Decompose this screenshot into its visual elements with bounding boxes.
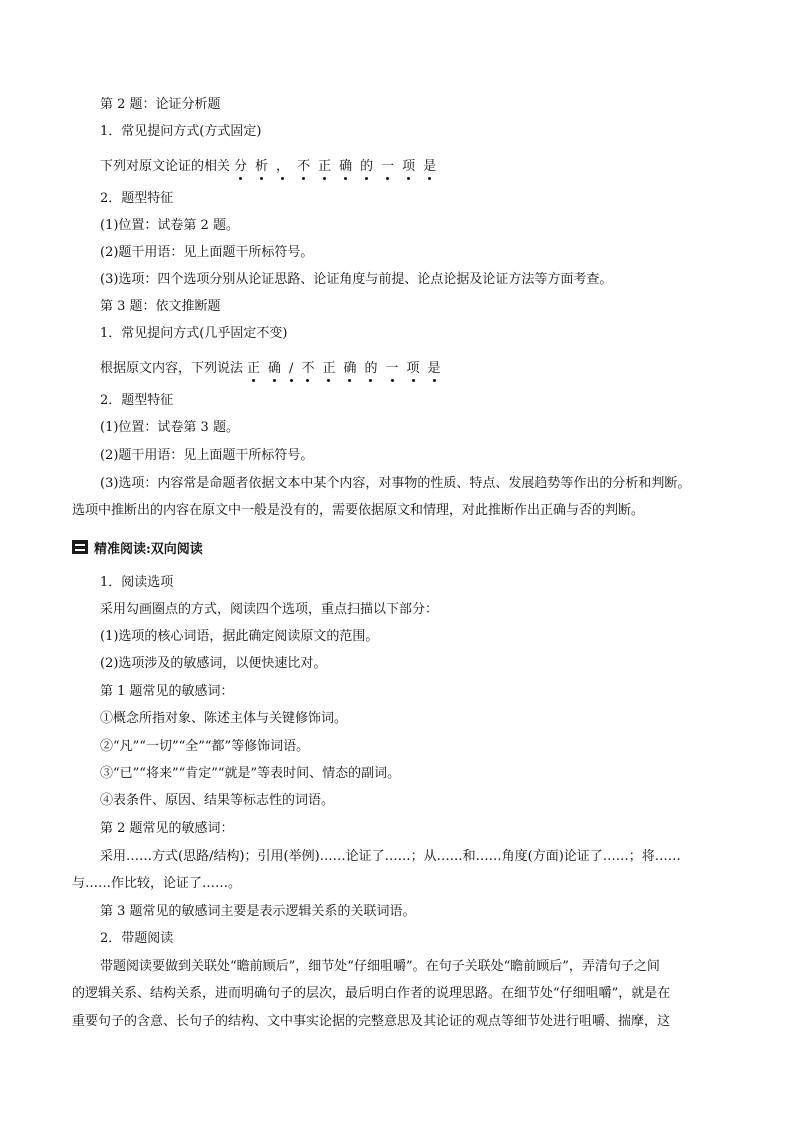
q1-sensitive-title: 第 1 题常见的敏感词： [100,684,234,699]
emphasis-char: 确 [339,360,360,378]
emphasis-char: 的 [360,360,381,378]
read-1-a: (1)选项的核心词语，据此确定阅读原文的范围。 [100,629,379,644]
q1-sensitive-4: ④表条件、原因、结果等标志性的词语。 [100,793,335,808]
read-2-paragraph-line-3: 重要句子的含意、长句子的结构、文中事实论据的完整意思及其论证的观点等细节处进行咀嚼、揣摩，这 [72,1014,671,1029]
emphasis-char: 是 [424,360,445,378]
emphasis-char: 不 [297,360,318,378]
q2-title: 第 2 题：论证分析题 [100,97,221,112]
emphasis-char: 项 [398,158,419,176]
emphasis-char: 分 [230,158,251,176]
q2-sensitive-title: 第 2 题常见的敏感词： [100,821,234,836]
q2-ask-prefix: 下列对原文论证的相关 [100,159,231,174]
emphasis-char: 正 [314,158,335,176]
emphasis-char: 正 [318,360,339,378]
emphasis-char: 正 [243,360,264,378]
emphasis-char: 是 [419,158,440,176]
q3-title: 第 3 题：依文推断题 [100,299,221,314]
q2-feature-title: 2．题型特征 [100,191,174,206]
q1-sensitive-1: ①概念所指对象、陈述主体与关键修饰词。 [100,711,348,726]
emphasis-char: 析 [251,158,272,176]
section2-heading [72,538,203,556]
q3-ask-title: 1．常见提问方式(几乎固定不变) [100,326,288,341]
q2-sensitive-1a: 采用……方式(思路/结构)；引用(举例)……论证了……；从……和……角度(方面)论证了……；将…… [100,849,681,864]
emphasis-char: / [285,360,297,378]
q3-feature-title: 2．题型特征 [100,393,174,408]
q2-sensitive-1b: 与……作比较，论证了……。 [72,876,242,891]
section-two-icon [72,540,88,554]
q3-feature-2: (2)题干用语：见上面题干所标符号。 [100,448,314,463]
q3-ask-stem [100,360,445,378]
emphasis-char: 一 [377,158,398,176]
q2-feature-2: (2)题干用语：见上面题干所标符号。 [100,245,314,260]
emphasis-char: 项 [403,360,424,378]
q3-sensitive: 第 3 题常见的敏感词主要是表示逻辑关系的关联词语。 [100,904,416,919]
read-2-paragraph-line-2: 的逻辑关系、结构关系，进而明确句子的层次，最后明白作者的说理思路。在细节处“仔细咀嚼”，就是在 [72,986,671,1001]
q3-feature-1: (1)位置：试卷第 3 题。 [100,420,239,435]
q3-feature-3a: (3)选项：内容常是命题者依据文本中某个内容，对事物的性质、特点、发展趋势等作出的分析和判断。 [100,476,691,491]
read-1-desc: 采用勾画圈点的方式，阅读四个选项，重点扫描以下部分： [100,602,439,617]
emphasis-char: 确 [264,360,285,378]
q1-sensitive-2: ②“凡”“一切”“全”“都”等修饰词语。 [100,739,310,754]
q2-ask-emphasis [230,159,440,174]
q3-feature-3b: 选项中推断出的内容在原文中一般是没有的，需要依据原文和情理，对此推断作出正确与否的判断。 [72,503,645,518]
q2-ask-stem [100,158,440,176]
q3-ask-prefix: 根据原文内容，下列说法 [100,361,244,376]
q3-ask-emphasis [243,361,445,376]
emphasis-char: 确 [335,158,356,176]
q2-feature-3: (3)选项：四个选项分别从论证思路、论证角度与前提、论点论据及论证方法等方面考查。 [100,272,613,287]
q2-ask-title: 1．常见提问方式(方式固定) [100,124,262,139]
emphasis-char: 一 [382,360,403,378]
read-2-paragraph-line-1: 带题阅读要做到关联处“瞻前顾后”，细节处“仔细咀嚼”。在句子关联处“瞻前顾后”，弄清句子之间 [100,959,660,974]
read-1-b: (2)选项涉及的敏感词，以便快速比对。 [100,656,327,671]
emphasis-char: 的 [356,158,377,176]
q2-feature-1: (1)位置：试卷第 2 题。 [100,218,239,233]
q1-sensitive-3: ③“已”“将来”“肯定”“就是”等表时间、情态的副词。 [100,766,401,781]
emphasis-char: 不 [293,158,314,176]
emphasis-char: ， [272,158,293,176]
section2-heading-text: 精准阅读:双向阅读 [94,541,203,557]
read-1-title: 1．阅读选项 [100,575,174,590]
read-2-title: 2．带题阅读 [100,931,174,946]
